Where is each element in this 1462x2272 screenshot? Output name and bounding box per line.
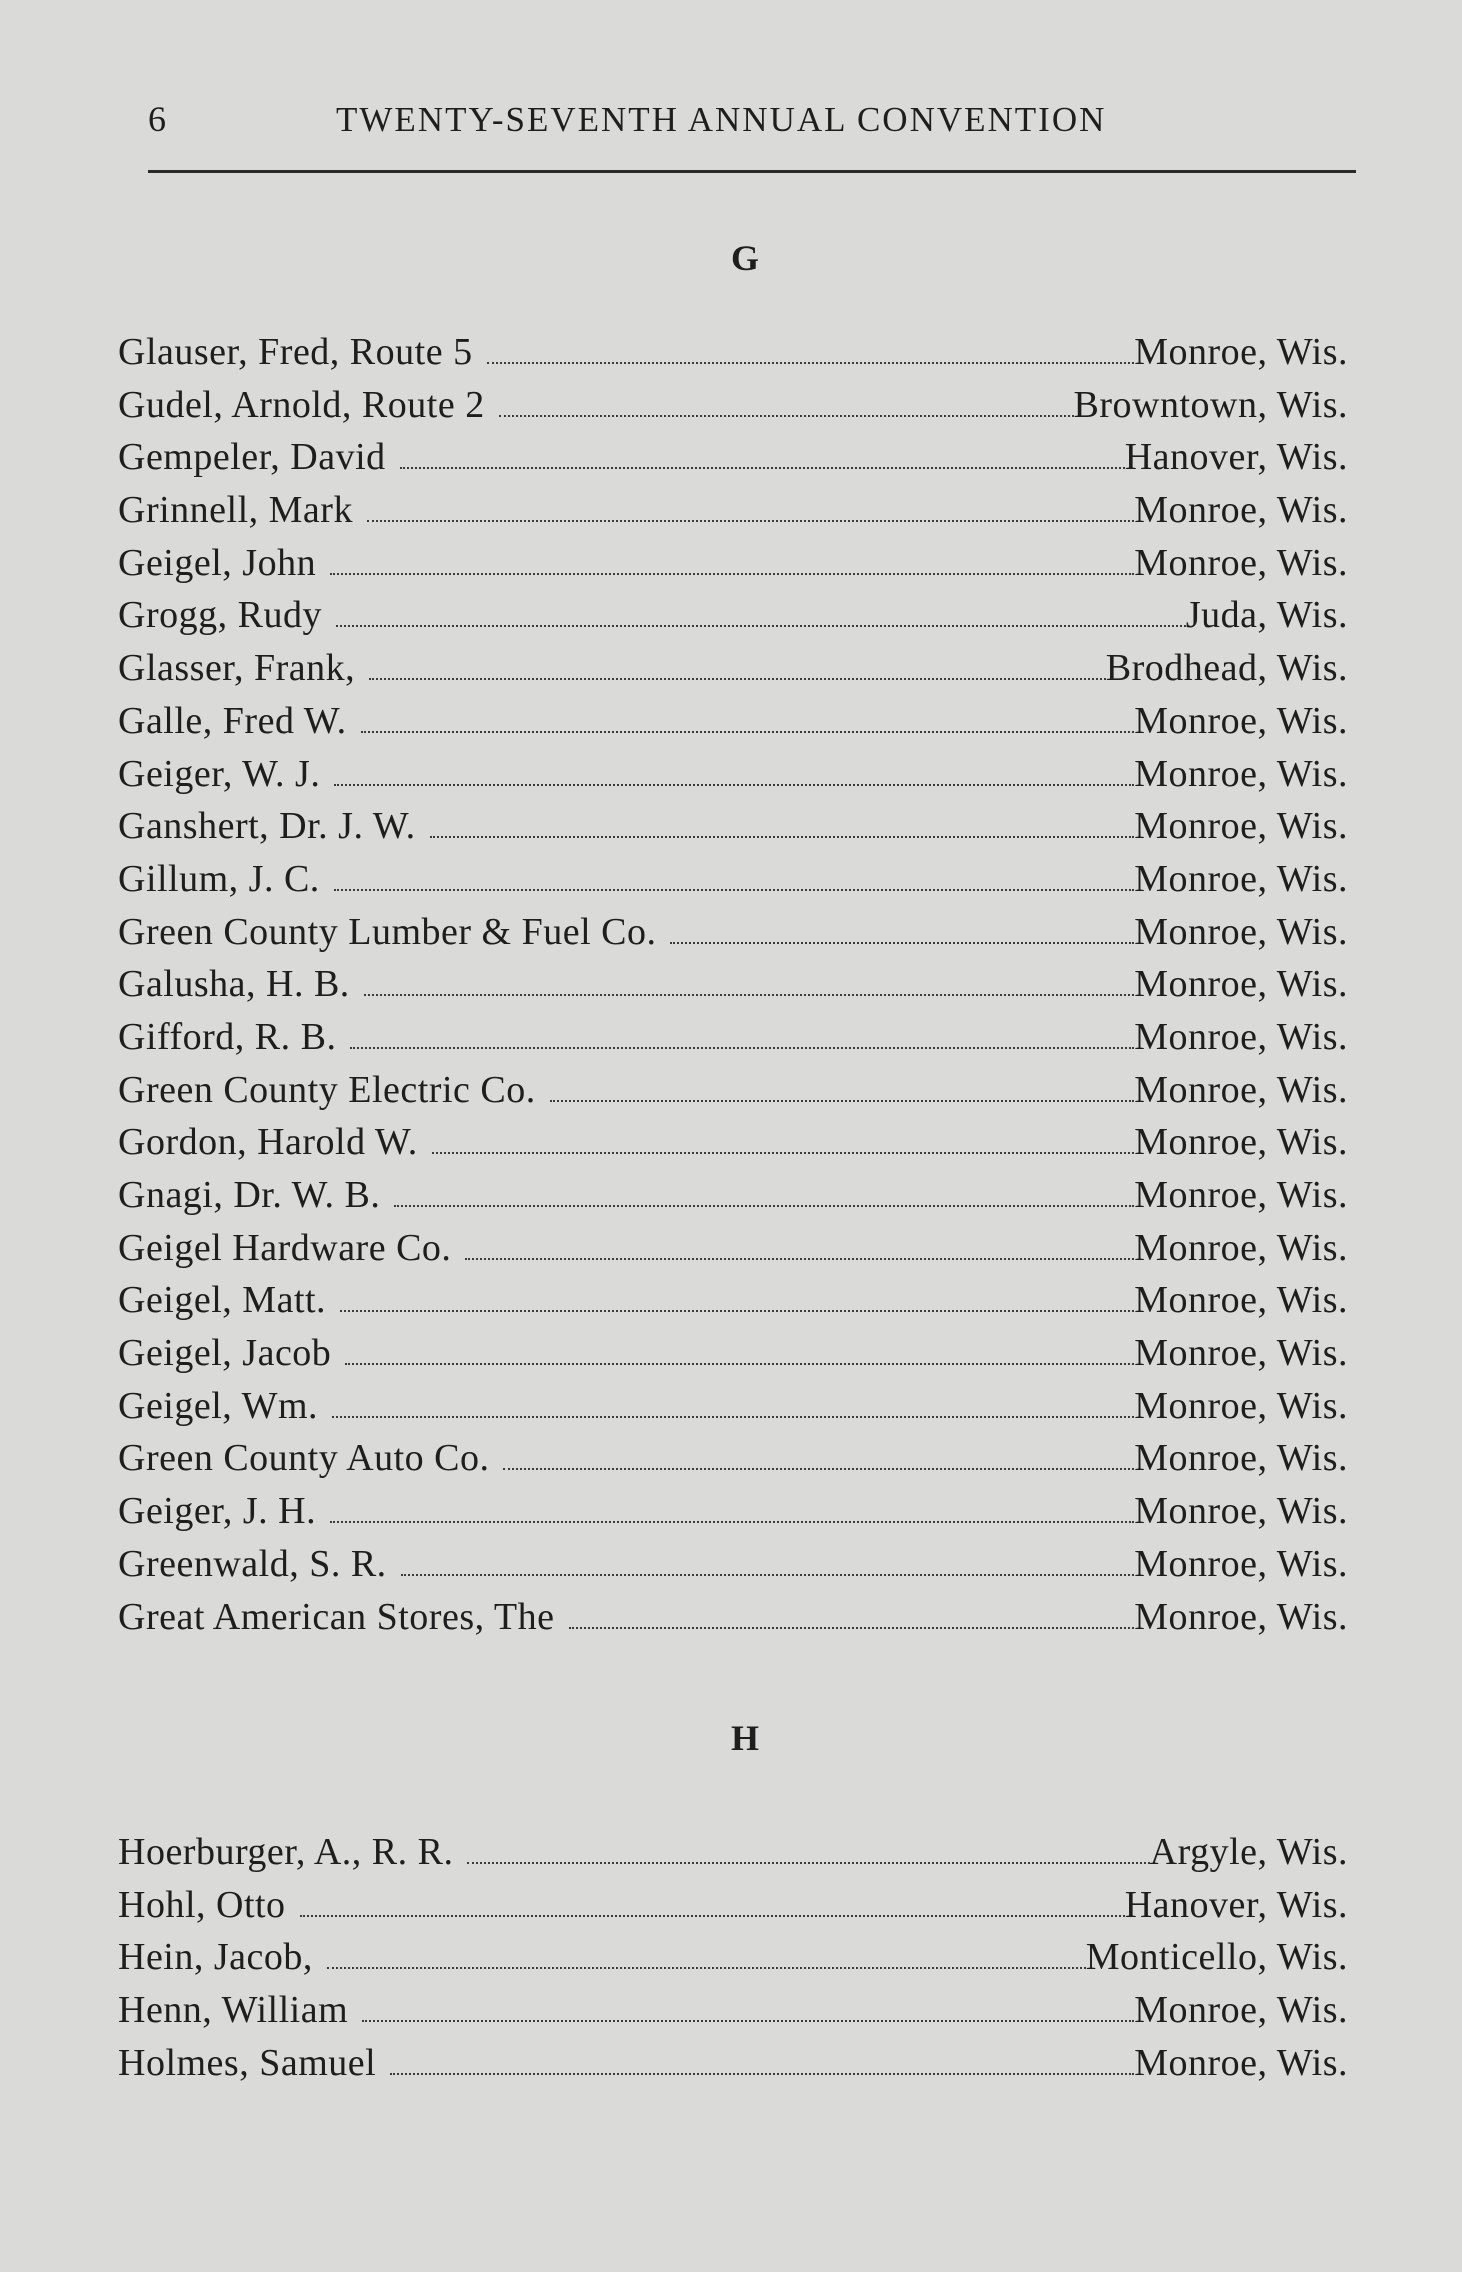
entry-name: Geiger, J. H. xyxy=(118,1490,317,1533)
dot-leader xyxy=(503,1468,1134,1470)
entry-name: Geiger, W. J. xyxy=(118,752,321,795)
list-item xyxy=(118,1278,1348,1331)
dot-leader xyxy=(340,1310,1134,1312)
entry-name: Geigel, John xyxy=(118,541,317,584)
entry-name: Geigel, Wm. xyxy=(118,1384,319,1427)
entry-name: Holmes, Samuel xyxy=(118,2041,377,2084)
entry-place: Monroe, Wis. xyxy=(1134,1174,1348,1216)
entry-place: Monroe, Wis. xyxy=(1134,1542,1348,1585)
list-item xyxy=(118,1595,1348,1648)
list-item xyxy=(118,1988,1348,2041)
list-item xyxy=(118,541,1348,594)
section-h xyxy=(118,1708,1348,2093)
entry-place: Monroe, Wis. xyxy=(1134,1595,1348,1638)
entry-name: Hohl, Otto xyxy=(118,1883,286,1926)
section-letter: G xyxy=(730,238,759,278)
entry-name: Green County Lumber & Fuel Co. xyxy=(118,910,657,953)
entry-place: Monroe, Wis. xyxy=(1134,1437,1348,1480)
list-item xyxy=(118,1489,1348,1542)
entry-place: Monroe, Wis. xyxy=(1134,1068,1348,1111)
entry-place: Hanover, Wis. xyxy=(1124,1883,1348,1926)
list-item xyxy=(118,857,1348,910)
dot-leader xyxy=(327,1967,1086,1969)
entry-place: Monroe, Wis. xyxy=(1134,541,1348,584)
entry-name: Geigel, Matt. xyxy=(118,1279,327,1322)
list-item xyxy=(118,2041,1348,2094)
dot-leader xyxy=(487,362,1135,364)
list-item xyxy=(118,804,1348,857)
dot-leader xyxy=(330,1521,1134,1523)
dot-leader xyxy=(550,1100,1134,1102)
entry-place: Monroe, Wis. xyxy=(1134,489,1348,532)
dot-leader xyxy=(334,784,1134,786)
list-item xyxy=(118,699,1348,752)
entry-place: Monroe, Wis. xyxy=(1134,1121,1348,1164)
entry-name: Gempeler, David xyxy=(118,436,386,479)
entry-list xyxy=(118,330,1348,1647)
list-item xyxy=(118,488,1348,541)
entry-place: Monroe, Wis. xyxy=(1134,752,1348,795)
dot-leader xyxy=(401,1574,1135,1576)
entry-place: Monroe, Wis. xyxy=(1134,857,1348,900)
entry-place: Monroe, Wis. xyxy=(1134,331,1348,373)
entry-place: Brodhead, Wis. xyxy=(1105,647,1348,690)
dot-leader xyxy=(300,1915,1125,1917)
list-item xyxy=(118,1542,1348,1595)
entry-place: Monticello, Wis. xyxy=(1085,1936,1348,1979)
dot-leader xyxy=(465,1258,1134,1260)
list-item xyxy=(118,435,1348,488)
list-item xyxy=(118,1384,1348,1437)
header-rule xyxy=(148,170,1356,173)
entry-name: Galusha, H. B. xyxy=(118,963,350,1006)
dot-leader xyxy=(390,2073,1134,2075)
entry-place: Argyle, Wis. xyxy=(1149,1831,1348,1873)
list-item xyxy=(118,752,1348,805)
entry-list xyxy=(118,1830,1348,2093)
entry-name: Gillum, J. C. xyxy=(118,857,320,900)
entry-place: Browntown, Wis. xyxy=(1073,383,1348,426)
section-letter: H xyxy=(730,1718,759,1758)
entry-place: Monroe, Wis. xyxy=(1134,1015,1348,1058)
dot-leader xyxy=(332,1416,1134,1418)
list-item xyxy=(118,1935,1348,1988)
list-item xyxy=(118,1173,1348,1226)
entry-name: Gordon, Harold W. xyxy=(118,1121,418,1164)
dot-leader xyxy=(369,678,1106,680)
dot-leader xyxy=(334,889,1134,891)
list-item xyxy=(118,910,1348,963)
list-item xyxy=(118,1883,1348,1936)
list-item xyxy=(118,330,1348,383)
entry-place: Monroe, Wis. xyxy=(1134,699,1348,742)
entry-place: Juda, Wis. xyxy=(1185,594,1348,637)
list-item xyxy=(118,383,1348,436)
entry-name: Glauser, Fred, Route 5 xyxy=(118,331,473,373)
dot-leader xyxy=(362,2020,1134,2022)
dot-leader xyxy=(336,625,1186,627)
page-number: 6 xyxy=(148,99,166,139)
entry-name: Greenwald, S. R. xyxy=(118,1542,387,1585)
entry-place: Monroe, Wis. xyxy=(1134,2041,1348,2084)
dot-leader xyxy=(350,1047,1134,1049)
entry-place: Monroe, Wis. xyxy=(1134,1384,1348,1427)
entry-name: Geigel Hardware Co. xyxy=(118,1226,452,1269)
section-g xyxy=(118,228,1348,1647)
entry-name: Hein, Jacob, xyxy=(118,1936,313,1979)
dot-leader xyxy=(432,1152,1134,1154)
list-item xyxy=(118,1436,1348,1489)
dot-leader xyxy=(367,520,1134,522)
entry-name: Grinnell, Mark xyxy=(118,489,353,532)
entry-name: Geigel, Jacob xyxy=(118,1332,332,1375)
dot-leader xyxy=(394,1205,1134,1207)
dot-leader xyxy=(569,1627,1135,1629)
entry-name: Henn, William xyxy=(118,1989,349,2032)
dot-leader xyxy=(670,942,1134,944)
entry-name: Green County Electric Co. xyxy=(118,1068,536,1111)
running-head xyxy=(148,98,1358,148)
entry-place: Monroe, Wis. xyxy=(1134,1226,1348,1269)
entry-place: Monroe, Wis. xyxy=(1134,1989,1348,2032)
dot-leader xyxy=(400,467,1125,469)
entry-name: Gnagi, Dr. W. B. xyxy=(118,1174,381,1216)
page-title: TWENTY-SEVENTH ANNUAL CONVENTION xyxy=(336,100,1107,139)
entry-name: Grogg, Rudy xyxy=(118,594,322,637)
list-item xyxy=(118,962,1348,1015)
entry-place: Monroe, Wis. xyxy=(1134,1332,1348,1375)
entry-name: Ganshert, Dr. J. W. xyxy=(118,805,416,848)
list-item xyxy=(118,1226,1348,1279)
entry-name: Galle, Fred W. xyxy=(118,699,347,742)
dot-leader xyxy=(430,836,1135,838)
entry-name: Gudel, Arnold, Route 2 xyxy=(118,383,485,426)
list-item xyxy=(118,593,1348,646)
entry-place: Monroe, Wis. xyxy=(1134,963,1348,1006)
entry-name: Great American Stores, The xyxy=(118,1595,555,1638)
dot-leader xyxy=(364,994,1134,996)
entry-place: Monroe, Wis. xyxy=(1134,805,1348,848)
list-item xyxy=(118,1015,1348,1068)
list-item xyxy=(118,1120,1348,1173)
list-item xyxy=(118,1331,1348,1384)
list-item xyxy=(118,1068,1348,1121)
entry-name: Green County Auto Co. xyxy=(118,1437,490,1480)
dot-leader xyxy=(330,573,1134,575)
entry-name: Gifford, R. B. xyxy=(118,1015,337,1058)
list-item xyxy=(118,1830,1348,1883)
dot-leader xyxy=(499,415,1074,417)
entry-place: Monroe, Wis. xyxy=(1134,1490,1348,1533)
entry-name: Glasser, Frank, xyxy=(118,647,356,690)
dot-leader xyxy=(467,1862,1149,1864)
entry-name: Hoerburger, A., R. R. xyxy=(118,1831,454,1873)
entry-place: Monroe, Wis. xyxy=(1134,910,1348,953)
dot-leader xyxy=(361,731,1135,733)
entry-place: Monroe, Wis. xyxy=(1134,1279,1348,1322)
entry-place: Hanover, Wis. xyxy=(1124,436,1348,479)
dot-leader xyxy=(345,1363,1134,1365)
list-item xyxy=(118,646,1348,699)
